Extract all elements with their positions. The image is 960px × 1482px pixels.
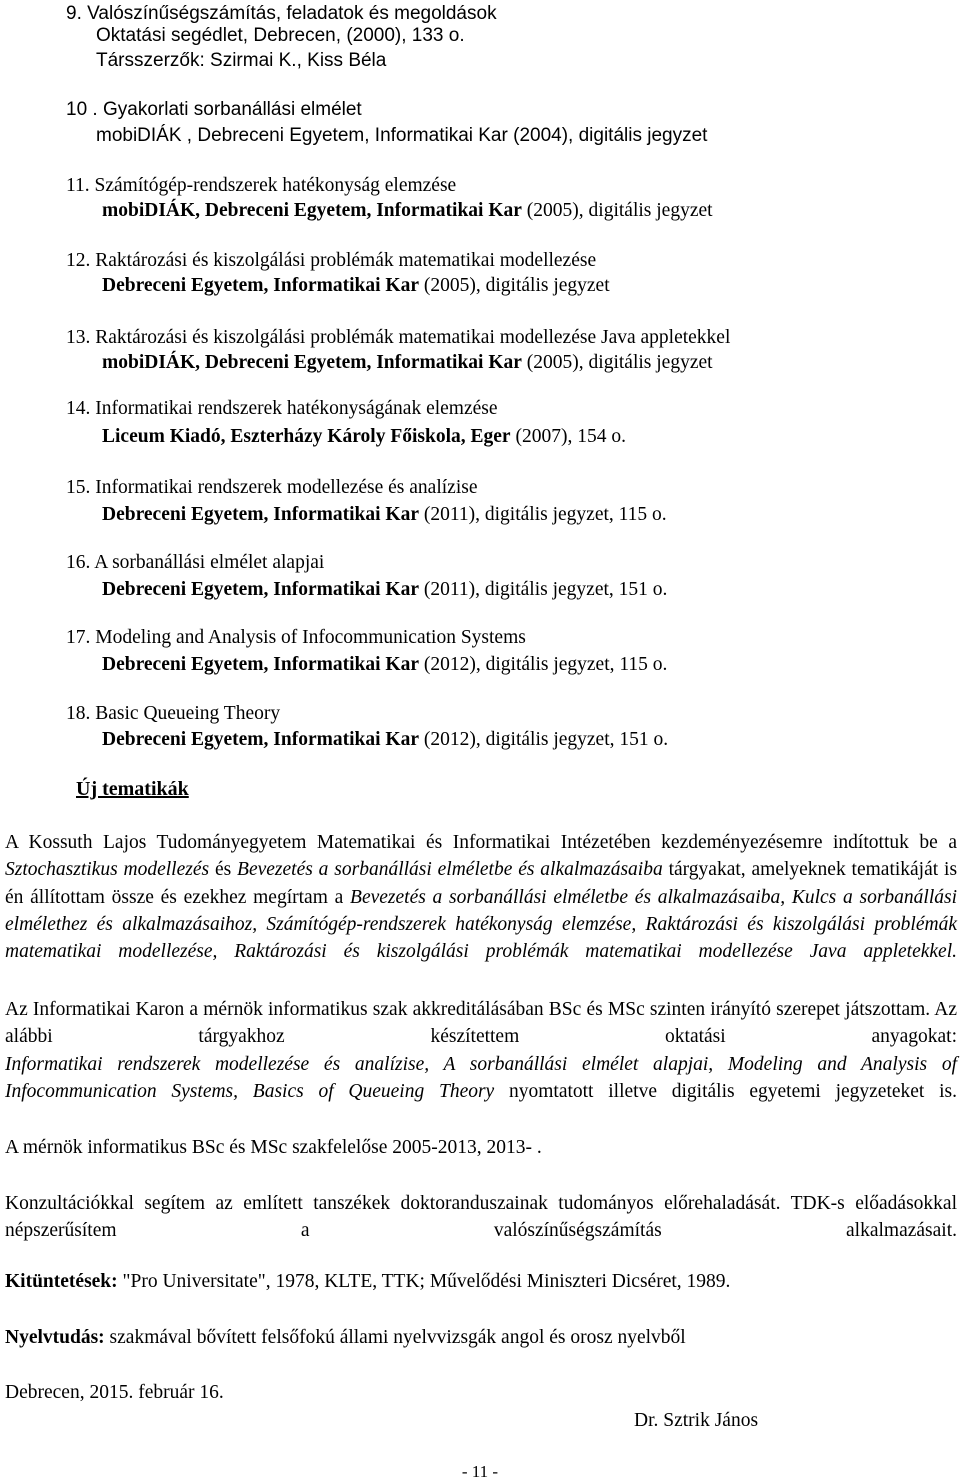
item-title: Basic Queueing Theory: [95, 703, 281, 724]
item-title: Modeling and Analysis of Infocommunication Systems: [95, 627, 526, 648]
paragraph-new-topics: [5, 829, 957, 965]
item-number: 13.: [66, 327, 91, 348]
item-title: Gyakorlati sorbanállási elmélet: [102, 99, 362, 120]
p1-text-3: tárgyakat, amelyeknek tematikáját is én állítottam össze és ezekhez megírtam a: [5, 859, 958, 908]
item-publisher: mobiDIÁK, Debreceni Egyetem, Informatikai Kar: [102, 352, 522, 373]
item-publisher: Debreceni Egyetem, Informatikai Kar: [102, 729, 419, 750]
awards-text: "Pro Universitate", 1978, KLTE, TTK; Művelődési Miniszteri Dicséret, 1989.: [122, 1271, 731, 1292]
item-meta: (2011), digitális jegyzet, 151 o.: [423, 579, 668, 600]
item-publisher: Debreceni Egyetem, Informatikai Kar: [102, 275, 419, 296]
item-number: 14.: [66, 398, 91, 419]
item-number: 11.: [66, 175, 90, 196]
item-publisher: Debreceni Egyetem, Informatikai Kar: [102, 579, 419, 600]
item-meta: (2005), digitális jegyzet: [526, 352, 713, 373]
publication-source-15: [102, 503, 667, 527]
paragraph-program-lead: A mérnök informatikus BSc és MSc szakfelelőse 2005-2013, 2013- .: [5, 1137, 542, 1158]
item-publisher: Liceum Kiadó, Eszterházy Károly Főiskola, Eger: [102, 426, 511, 447]
p1-text-1: A Kossuth Lajos Tudományegyetem Matematikai és Informatikai Intézetében kezdeményezésemre indítottuk be a: [5, 832, 957, 853]
languages-label: Nyelvtudás:: [5, 1327, 105, 1348]
publication-source-13: [102, 351, 713, 375]
publication-item-14: [66, 397, 498, 421]
publication-source-12: [102, 274, 610, 298]
item-title: Raktározási és kiszolgálási problémák matematikai modellezése Java appletekkel: [95, 327, 731, 348]
item-title: Informatikai rendszerek hatékonyságának elemzése: [95, 398, 498, 419]
item-publisher: mobiDIÁK, Debreceni Egyetem, Informatikai Kar: [102, 200, 522, 221]
p1-italic-2: Bevezetés a sorbanállási elméletbe és alkalmazásaiba: [237, 859, 663, 881]
paragraph-course-materials: [5, 1051, 957, 1106]
p3-text: nyomtatott illetve digitális egyetemi jegyzeteket is.: [508, 1081, 957, 1103]
publication-source-11: [102, 199, 713, 223]
publication-source-16: [102, 578, 667, 602]
item-number: 16.: [66, 552, 91, 573]
publication-source-10: [96, 124, 707, 148]
publication-item-15: [66, 476, 477, 500]
languages-line: [5, 1326, 686, 1350]
item-number: 18.: [66, 703, 91, 724]
item-publisher: Oktatási segédlet, Debrecen,: [96, 25, 342, 46]
item-publisher: Debreceni Egyetem, Informatikai Kar: [102, 654, 419, 675]
publication-item-9: [66, 2, 497, 26]
item-title: Raktározási és kiszolgálási problémák matematikai modellezése: [95, 250, 597, 271]
publication-item-12: [66, 249, 596, 273]
publication-item-13: [66, 326, 730, 350]
item-number: 17.: [66, 627, 91, 648]
item-number: 10 .: [66, 99, 98, 120]
p1-text-2: és: [214, 859, 232, 881]
awards-line: [5, 1270, 730, 1294]
publication-item-10: [66, 98, 362, 122]
section-heading: Új tematikák: [76, 778, 189, 800]
languages-text: szakmával bővített felsőfokú állami nyelvvizsgák angol és orosz nyelvből: [109, 1327, 686, 1348]
publication-source-18: [102, 728, 668, 752]
item-publisher: Debreceni Egyetem, Informatikai Kar: [102, 504, 419, 525]
publication-source-17: [102, 653, 667, 677]
item-meta: (2005), digitális jegyzet: [423, 275, 610, 296]
item-title: Informatikai rendszerek modellezése és analízise: [95, 477, 478, 498]
p3-italic: Informatikai rendszerek modellezése és analízise, A sorbanállási elmélet alapjai, Modeling and Analysis of Infocommunication Systems, Basics of Queueing Theory: [5, 1054, 957, 1103]
item-title: A sorbanállási elmélet alapjai: [94, 552, 325, 573]
place-date: Debrecen, 2015. február 16.: [5, 1382, 224, 1403]
item-title: Számítógép-rendszerek hatékonyság elemzése: [94, 175, 457, 196]
item-number: 15.: [66, 477, 91, 498]
publication-source-14: [102, 425, 626, 449]
item-publisher: mobiDIÁK , Debreceni Egyetem, Informatikai Kar: [96, 125, 508, 146]
item-number: 12.: [66, 250, 91, 271]
awards-label: Kitüntetések:: [5, 1271, 118, 1292]
item-meta: (2005), digitális jegyzet: [526, 200, 713, 221]
paragraph-consultation: Konzultációkkal segítem az említett tanszékek doktoranduszainak tudományos előrehaladását. TDK-s előadásokkal népszerűsítem a valószínűségszámítás alkalmazásait.: [5, 1193, 957, 1242]
item-meta: (2007), 154 o.: [515, 426, 626, 447]
item-meta: (2012), digitális jegyzet, 115 o.: [423, 654, 668, 675]
item-number: 9.: [66, 3, 82, 24]
page-number: - 11 -: [461, 1462, 499, 1481]
item-meta: (2011), digitális jegyzet, 115 o.: [423, 504, 667, 525]
publication-source-9: [96, 24, 465, 48]
paragraph-accreditation: Az Informatikai Karon a mérnök informatikus szak akkreditálásában BSc és MSc szinten irányító szerepet játszottam. Az alábbi tárgyakhoz készítettem oktatási anyagokat:: [5, 999, 957, 1048]
publication-item-17: [66, 626, 526, 650]
p1-italic-3: Bevezetés a sorbanállási elméletbe és alkalmazásaiba, Kulcs a sorbanállási elmélethez és alkalmazásaihoz, Számítógép-rendszerek hatékonyság elemzése, Raktározási és kiszolgálási problémák matematikai modellezése, Raktározási és kiszolgálási problémák matematikai modellezése Java appletekkel.: [5, 886, 958, 963]
publication-coauthors-9: Társszerzők: Szirmai K., Kiss Béla: [96, 50, 387, 71]
publication-item-11: [66, 174, 456, 198]
publication-item-16: [66, 551, 324, 575]
item-meta: (2012), digitális jegyzet, 151 o.: [423, 729, 669, 750]
signature: Dr. Sztrik János: [634, 1410, 759, 1431]
item-meta: (2000), 133 o.: [346, 25, 465, 46]
publication-item-18: [66, 702, 280, 726]
item-title: Valószínűségszámítás, feladatok és megoldások: [87, 3, 497, 24]
p1-italic-1: Sztochasztikus modellezés: [5, 859, 210, 881]
item-meta: (2004), digitális jegyzet: [513, 125, 708, 146]
